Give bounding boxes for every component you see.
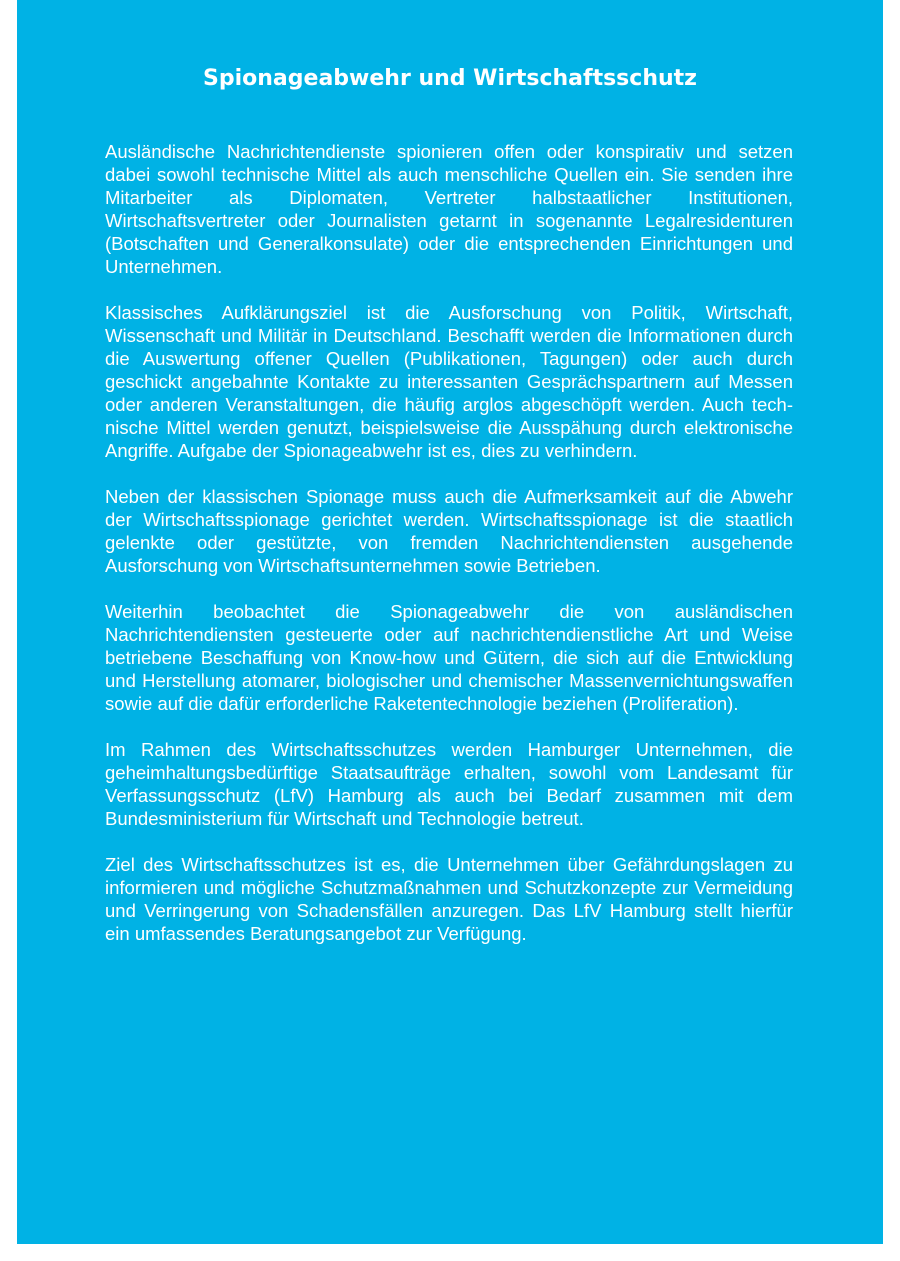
page-panel	[17, 0, 883, 1244]
paragraph: Klassisches Aufklärungsziel ist die Ausforschung von Politik, Wirtschaft, Wissenschaft und Militär in Deutschland. Beschafft werden die Informationen durch die Auswertung offener Quellen (Publikationen, Tagungen) oder auch durch geschickt angebahnte Kontakte zu interessanten Gesprächspartnern auf Messen oder anderen Veranstaltungen, die häufig arglos abgeschöpft werden. Auch technische Mittel werden genutzt, beispielsweise die Ausspähung durch elektronische Angriffe. Aufgabe der Spionageabwehr ist es, dies zu verhindern.	[105, 302, 793, 461]
paragraph: Ausländische Nachrichtendienste spionieren offen oder konspirativ und setzen dabei sowohl technische Mittel als auch menschliche Quellen ein. Sie senden ihre Mitarbeiter als Diplomaten, Vertreter halbstaatlicher Institutionen, Wirtschaftsvertreter oder Journalisten getarnt in sogenannte Legalresidenturen (Botschaften und Generalkonsulate) oder die entsprechenden Einrichtungen und Unternehmen.	[105, 141, 793, 277]
body-text	[105, 140, 793, 968]
page-title: Spionageabwehr und Wirtschaftsschutz	[203, 66, 697, 91]
paragraph: Im Rahmen des Wirtschaftsschutzes werden Hamburger Unternehmen, die geheimhaltungsbedürftige Staatsaufträge erhalten, sowohl vom Landesamt für Verfassungsschutz (LfV) Hamburg als auch bei Bedarf zusammen mit dem Bundesministerium für Wirtschaft und Technologie betreut.	[105, 739, 793, 829]
paragraph: Weiterhin beobachtet die Spionageabwehr die von ausländischen Nachrichtendiensten gesteuerte oder auf nachrichtendienstliche Art und Weise betriebene Beschaffung von Know-how und Gütern, die sich auf die Entwicklung und Herstellung atomarer, biologischer und chemischer Massenvernichtungswaffen sowie auf die dafür erforderliche Raketentechnologie beziehen (Proliferation).	[105, 601, 793, 714]
paragraph: Ziel des Wirtschaftsschutzes ist es, die Unternehmen über Gefährdungslagen zu informieren und mögliche Schutzmaßnahmen und Schutzkonzepte zur Vermeidung und Verringerung von Schadensfällen anzuregen. Das LfV Hamburg stellt hierfür ein umfassendes Beratungsangebot zur Verfügung.	[105, 854, 793, 944]
paragraph: Neben der klassischen Spionage muss auch die Aufmerksamkeit auf die Abwehr der Wirtschaftsspionage gerichtet werden. Wirtschaftsspionage ist die staatlich gelenkte oder gestützte, von fremden Nachrichtendiensten ausgehende Ausforschung von Wirtschaftsunternehmen sowie Betrieben.	[105, 486, 793, 576]
